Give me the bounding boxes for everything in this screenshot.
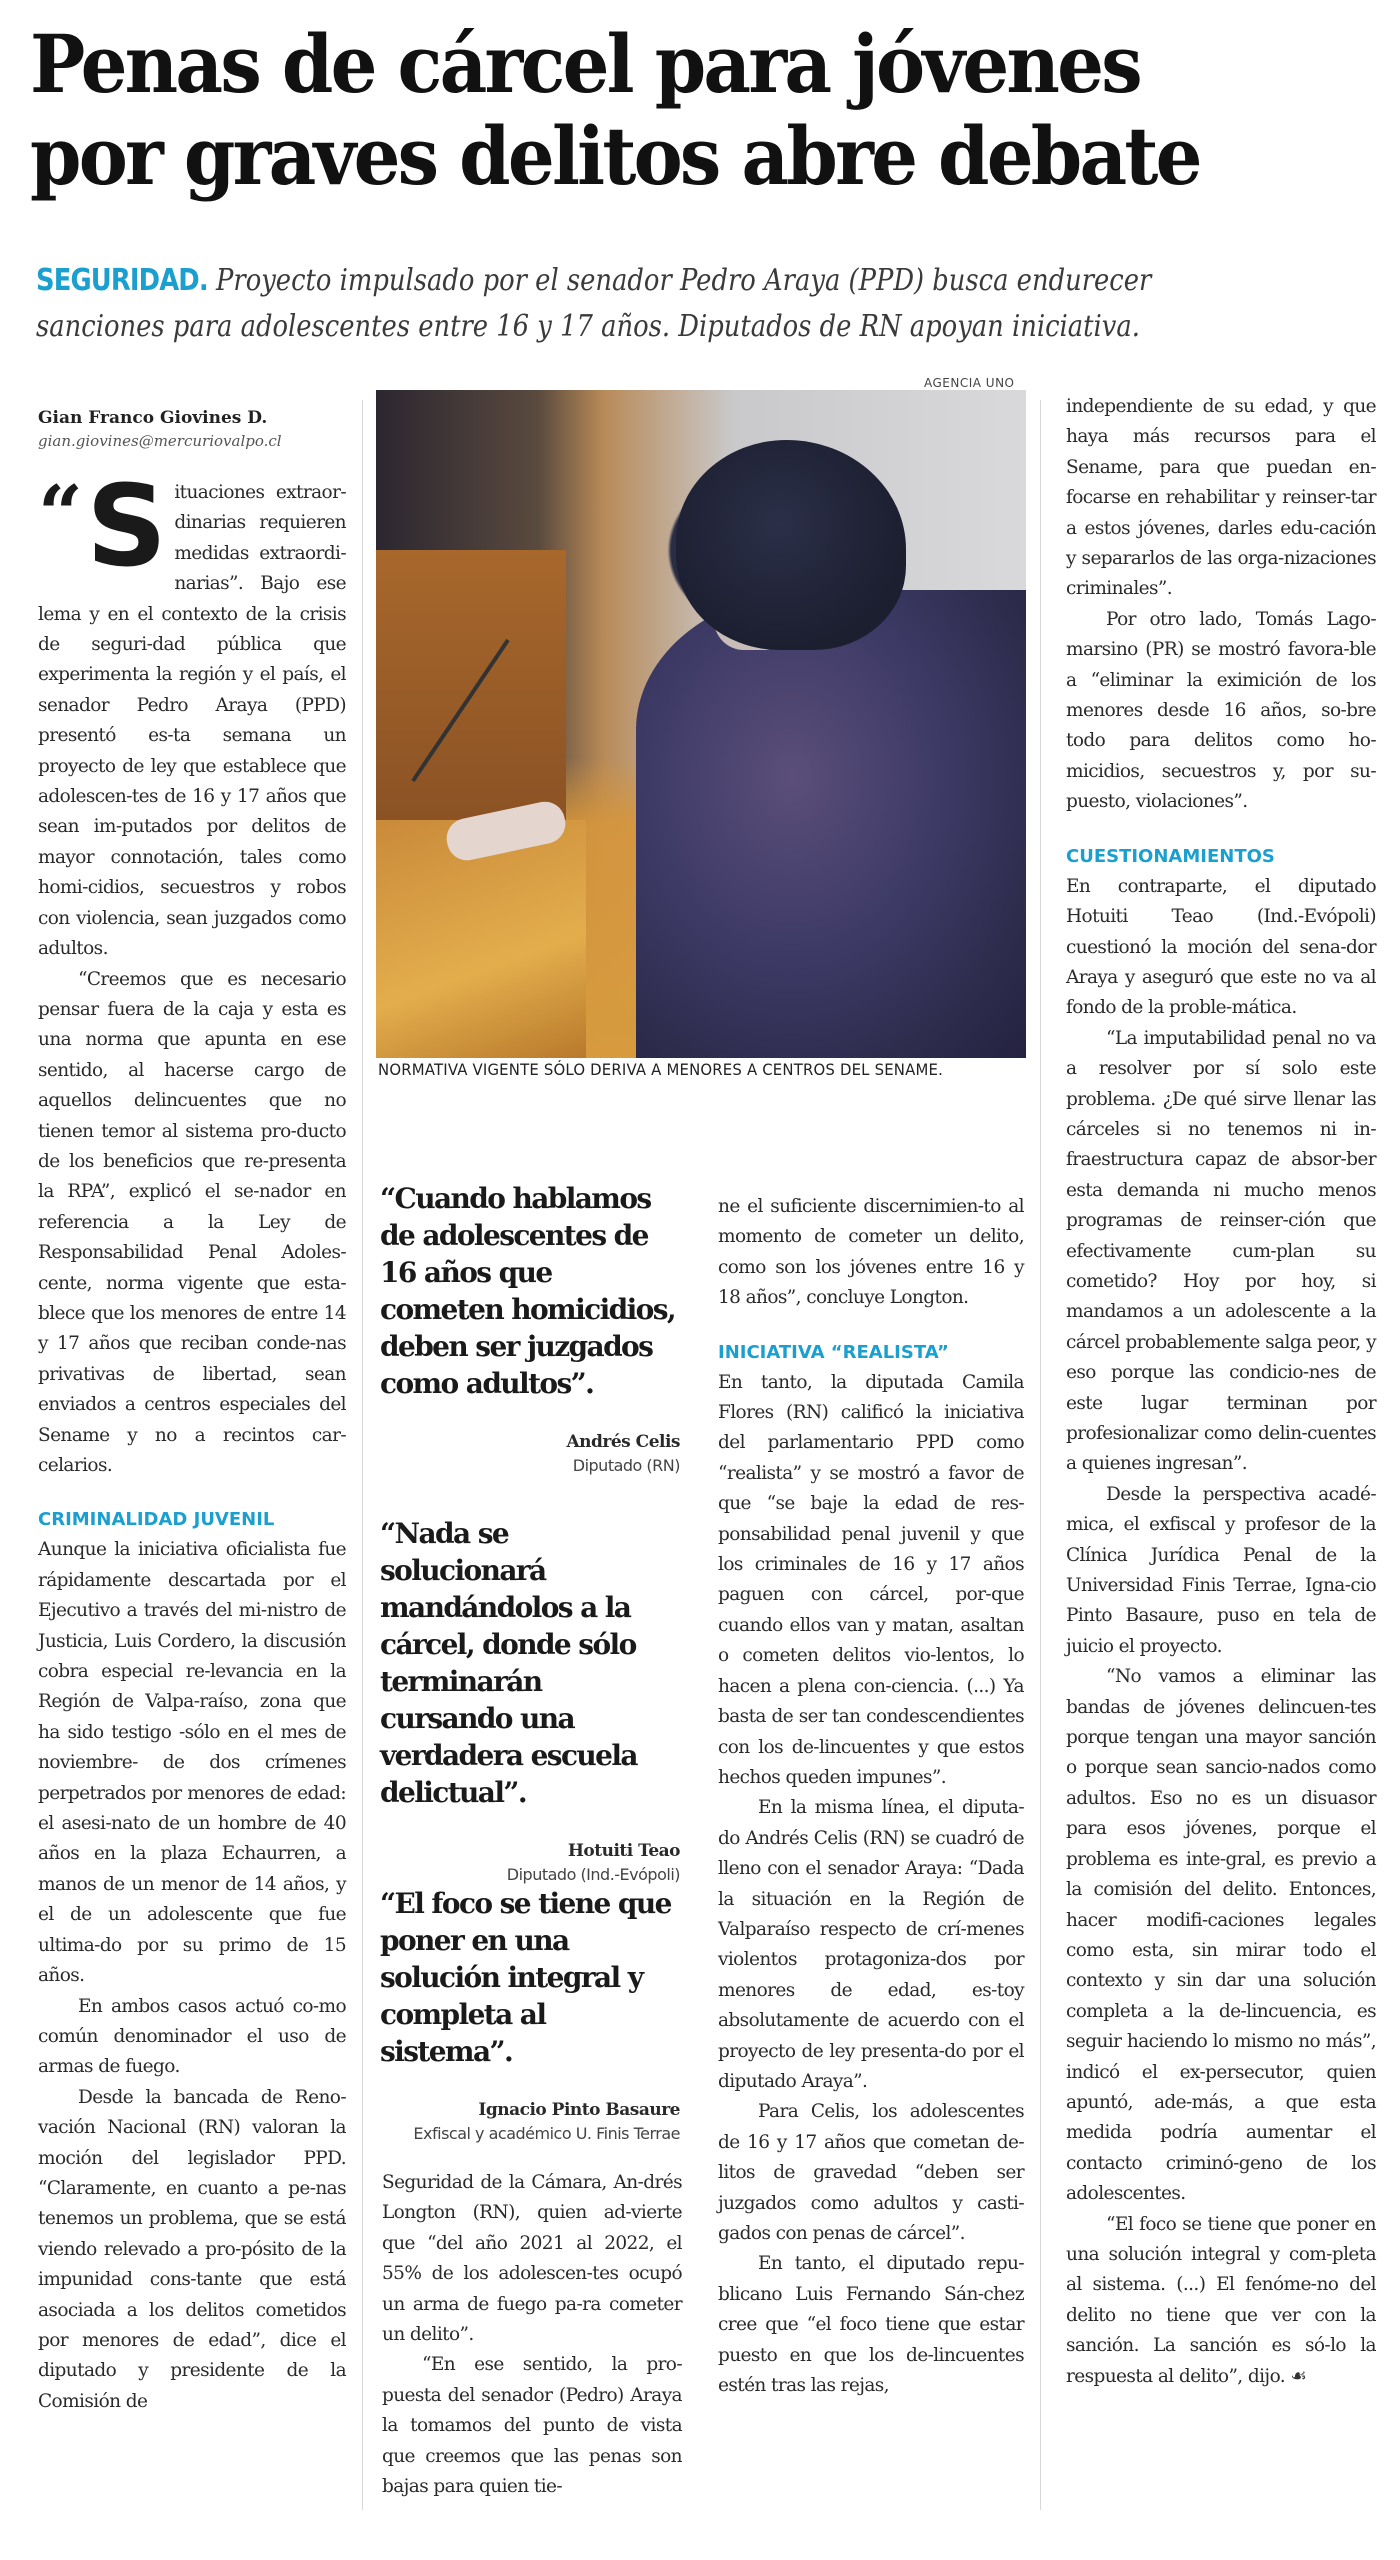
- column-rule-4: [1040, 400, 1041, 2510]
- deck-subtitle: [36, 258, 1240, 350]
- deck-text: Proyecto impulsado por el senador Pedro Araya (PPD) busca endurecer sanciones para adolescentes entre 16 y 17 años. Diputados de RN apoyan iniciativa.: [36, 263, 1152, 344]
- pull-quote-teao: [380, 1515, 680, 1884]
- photo-credit: AGENCIA UNO: [924, 376, 1015, 390]
- paragraph: ne el suficiente discernimien-to al momento de cometer un delito, como son los jóvenes entre 16 y 18 años”, concluye Longton.: [718, 1196, 1024, 1309]
- pull-quote-name: Hotuiti Teao: [567, 1841, 680, 1861]
- headline-line-1: Penas de cárcel para jóvenes: [30, 17, 1140, 111]
- paragraph: Aunque la iniciativa oficialista fue rápidamente descartada por el Ejecutivo a través del mi-nistro de Justicia, Luis Cordero, la discusión cobra especial re-levancia en la Región de Valpa-raíso, zona que ha sido testigo -sólo en el mes de noviembre- de dos crímenes perpetrados por menores de edad: el asesi-nato de un hombre de 40 años en la plaza Echaurren, a manos de un menor de 14 años, y el de un adolescente que fue ultima-do por su primo de 15 años.: [38, 1539, 346, 1987]
- column-rule-1: [362, 400, 363, 2510]
- paragraph: independiente de su edad, y que haya más recursos para el Sename, para que puedan en-focarse en rehabilitar y reinser-tar a estos jóvenes, darles edu-cación y separarlos de las orga-nizaciones criminales”.: [1066, 396, 1376, 600]
- subhead-iniciativa-realista: INICIATIVA “REALISTA”: [718, 1341, 949, 1363]
- pull-quote-celis: [380, 1180, 680, 1475]
- pull-quote-name: Andrés Celis: [566, 1432, 680, 1452]
- lead-text: ituaciones extraor-dinarias requieren medidas extraordi-narias”. Bajo ese lema y en el contexto de la crisis de seguri-dad pública que experimenta la región y el país, el senador Pedro Araya (PPD) presentó es-ta semana un proyecto de ley que establece que adolescen-tes de 16 y 17 años que sean im-putados por delitos de mayor connotación, tales como homi-cidios, secuestros y robos con violencia, sean juzgados como adultos.: [38, 482, 346, 960]
- headline: [30, 18, 1272, 202]
- subhead-criminalidad-juvenil: CRIMINALIDAD JUVENIL: [38, 1509, 275, 1531]
- paragraph: Por otro lado, Tomás Lago-marsino (PR) se mostró favora-ble a “eliminar la eximición de los menores desde 16 años, so-bre todo para delitos como ho-micidios, secuestros y, por su-puesto, violaciones”.: [1066, 608, 1376, 813]
- column-3: [718, 1192, 1024, 2401]
- photo-head: [676, 440, 906, 650]
- paragraph: Desde la perspectiva acadé-mica, el exfiscal y profesor de la Clínica Jurídica Penal de la Universidad Finis Terrae, Igna-cio Pinto Basaure, puso en tela de juicio el proyecto.: [1066, 1483, 1376, 1657]
- photo-wood-panel: [376, 550, 566, 820]
- photo-jacket: [636, 590, 1026, 1058]
- subhead-cuestionamientos: CUESTIONAMIENTOS: [1066, 845, 1275, 867]
- pull-quote-text: “El foco se tiene que poner en una solución integral y completa al sistema”.: [380, 1887, 671, 2068]
- paragraph: En tanto, el diputado repu-blicano Luis Fernando Sán-chez cree que “el foco tiene que estar puesto en que los de-lincuentes estén tras las rejas,: [718, 2253, 1024, 2397]
- column-4: [1066, 392, 1376, 2392]
- paragraph: En ambos casos actuó co-mo común denominador el uso de armas de fuego.: [38, 1995, 346, 2078]
- pull-quote-role: Diputado (RN): [572, 1456, 680, 1475]
- section-kicker: SEGURIDAD.: [36, 263, 208, 298]
- column-1: [38, 462, 346, 2417]
- paragraph: Para Celis, los adolescentes de 16 y 17 años que cometan de-litos de gravedad “deben ser juzgados como adultos y casti-gados con penas de cárcel”.: [718, 2101, 1024, 2244]
- end-of-article-icon: ☙: [1290, 2365, 1307, 2387]
- paragraph: “En ese sentido, la pro-puesta del senador (Pedro) Araya la tomamos del punto de vista que creemos que las penas son bajas para quien tie-: [382, 2354, 682, 2498]
- author-email[interactable]: gian.giovines@mercuriovalpo.cl: [38, 432, 282, 450]
- pull-quote-role: Exfiscal y académico U. Finis Terrae: [413, 2124, 680, 2143]
- pull-quote-text: “Nada se solucionará mandándolos a la cárcel, donde sólo terminarán cursando una verdadera escuela delictual”.: [380, 1517, 637, 1809]
- headline-line-2: por graves delitos abre debate: [30, 109, 1200, 203]
- pull-quote-text: “Cuando hablamos de adolescentes de 16 años que cometen homicidios, deben ser juzgados como adultos”.: [380, 1182, 676, 1400]
- paragraph: En contraparte, el diputado Hotuiti Teao (Ind.-Evópoli) cuestionó la moción del sena-dor Araya y aseguró que este no va al fondo de la proble-mática.: [1066, 875, 1376, 1019]
- paragraph: En tanto, la diputada Camila Flores (RN) calificó la iniciativa del parlamentario PPD como “realista” y se mostró a favor de que “se baje la edad de res-ponsabilidad penal juvenil y que los criminales de 16 y 17 años paguen con cárcel, por-que cuando ellos van y matan, asaltan o cometen delitos vio-lentos, lo hacen a plena con-ciencia. (...) Ya basta de ser tan condescendientes con los de-lincuentes y que estos hechos queden impunes”.: [718, 1371, 1024, 1788]
- byline: [38, 408, 358, 450]
- paragraph: [1066, 2210, 1376, 2392]
- paragraph: “Creemos que es necesario pensar fuera de la caja y esta es una norma que apunta en ese sentido, al hacerse cargo de aquellos delincuentes que no tienen temor al sistema pro-ducto de los beneficios que re-presenta la RPA”, explicó el se-nador en referencia a la Ley de Responsabilidad Penal Adoles-cente, norma vigente que esta-blece que los menores de entre 14 y 17 años que reciban conde-nas privativas de libertad, sean enviados a centros especiales del Sename y no a recintos car-celarios.: [38, 968, 346, 1476]
- paragraph: En la misma línea, el diputa-do Andrés Celis (RN) se cuadró de lleno con el senador Araya: “Dada la situación en la Región de Valparaíso respecto de crí-menes violentos protagoniza-dos por menores de edad, es-toy absolutamente de acuerdo con el proyecto de ley presenta-do por el diputado Araya”.: [718, 1797, 1024, 2092]
- paragraph: Desde la bancada de Reno-vación Nacional (RN) valoran la moción del legislador PPD. “Claramente, en cuanto a pe-nas tenemos un problema, que se está viendo relevado a pro-pósito de la impunidad cons-tante que está asociada a los delitos cometidos por menores de edad”, dice el diputado y presidente de la Comisión de: [38, 2086, 346, 2412]
- pull-quote-name: Ignacio Pinto Basaure: [478, 2100, 680, 2120]
- author-name: Gian Franco Giovines D.: [38, 408, 268, 428]
- photo-caption: NORMATIVA VIGENTE SÓLO DERIVA A MENORES A CENTROS DEL SENAME.: [378, 1060, 944, 1079]
- pull-quote-pinto: [380, 1885, 680, 2143]
- paragraph: “La imputabilidad penal no va a resolver por sí solo este problema. ¿De qué sirve llenar las cárceles si no tenemos ni in-fraestructura capaz de absor-ber esta demanda ni mucho menos programas de reinser-ción que efectivamente cum-plan su cometido? Hoy por hoy, si mandamos a un adolescente a la cárcel probablemente salga peor, y eso porque las condicio-nes de este lugar terminan por profesionalizar como delin-cuentes a quienes ingresan”.: [1066, 1027, 1376, 1475]
- dropcap-quote-mark: “: [38, 469, 83, 560]
- dropcap-letter: S: [86, 462, 167, 592]
- paragraph: “No vamos a eliminar las bandas de jóvenes delincuen-tes porque tengan una mayor sanción o porque sean sancio-nados como adultos. Eso no es un disuasor para esos jóvenes, porque el problema es inte-gral, es previo a la comisión del delito. Entonces, hacer modifi-caciones legales como esta, sin mirar todo el contexto y sin dar una solución completa a la de-lincuencia, es seguir haciendo lo mismo no más”, indicó el ex-persecutor, quien apuntó, ade-más, a que esta medida podría aumentar el contacto criminó-geno de los adolescentes.: [1066, 1666, 1376, 2205]
- column-2: [382, 2168, 682, 2502]
- paragraph: Seguridad de la Cámara, An-drés Longton (RN), quien ad-vierte que “del año 2021 al 2022, el 55% de los adolescen-tes ocupó un arma de fuego pa-ra cometer un delito”.: [382, 2172, 682, 2346]
- article-photo: [376, 390, 1026, 1058]
- pull-quote-role: Diputado (Ind.-Evópoli): [506, 1865, 680, 1884]
- lead-paragraph: [38, 462, 346, 965]
- closing-quote-text: “El foco se tiene que poner en una solución integral y com-pleta al sistema. (...) El fenóme-no del delito no tiene que ver con la sanción. La sanción es só-lo la respuesta al delito”, dijo.: [1066, 2213, 1376, 2387]
